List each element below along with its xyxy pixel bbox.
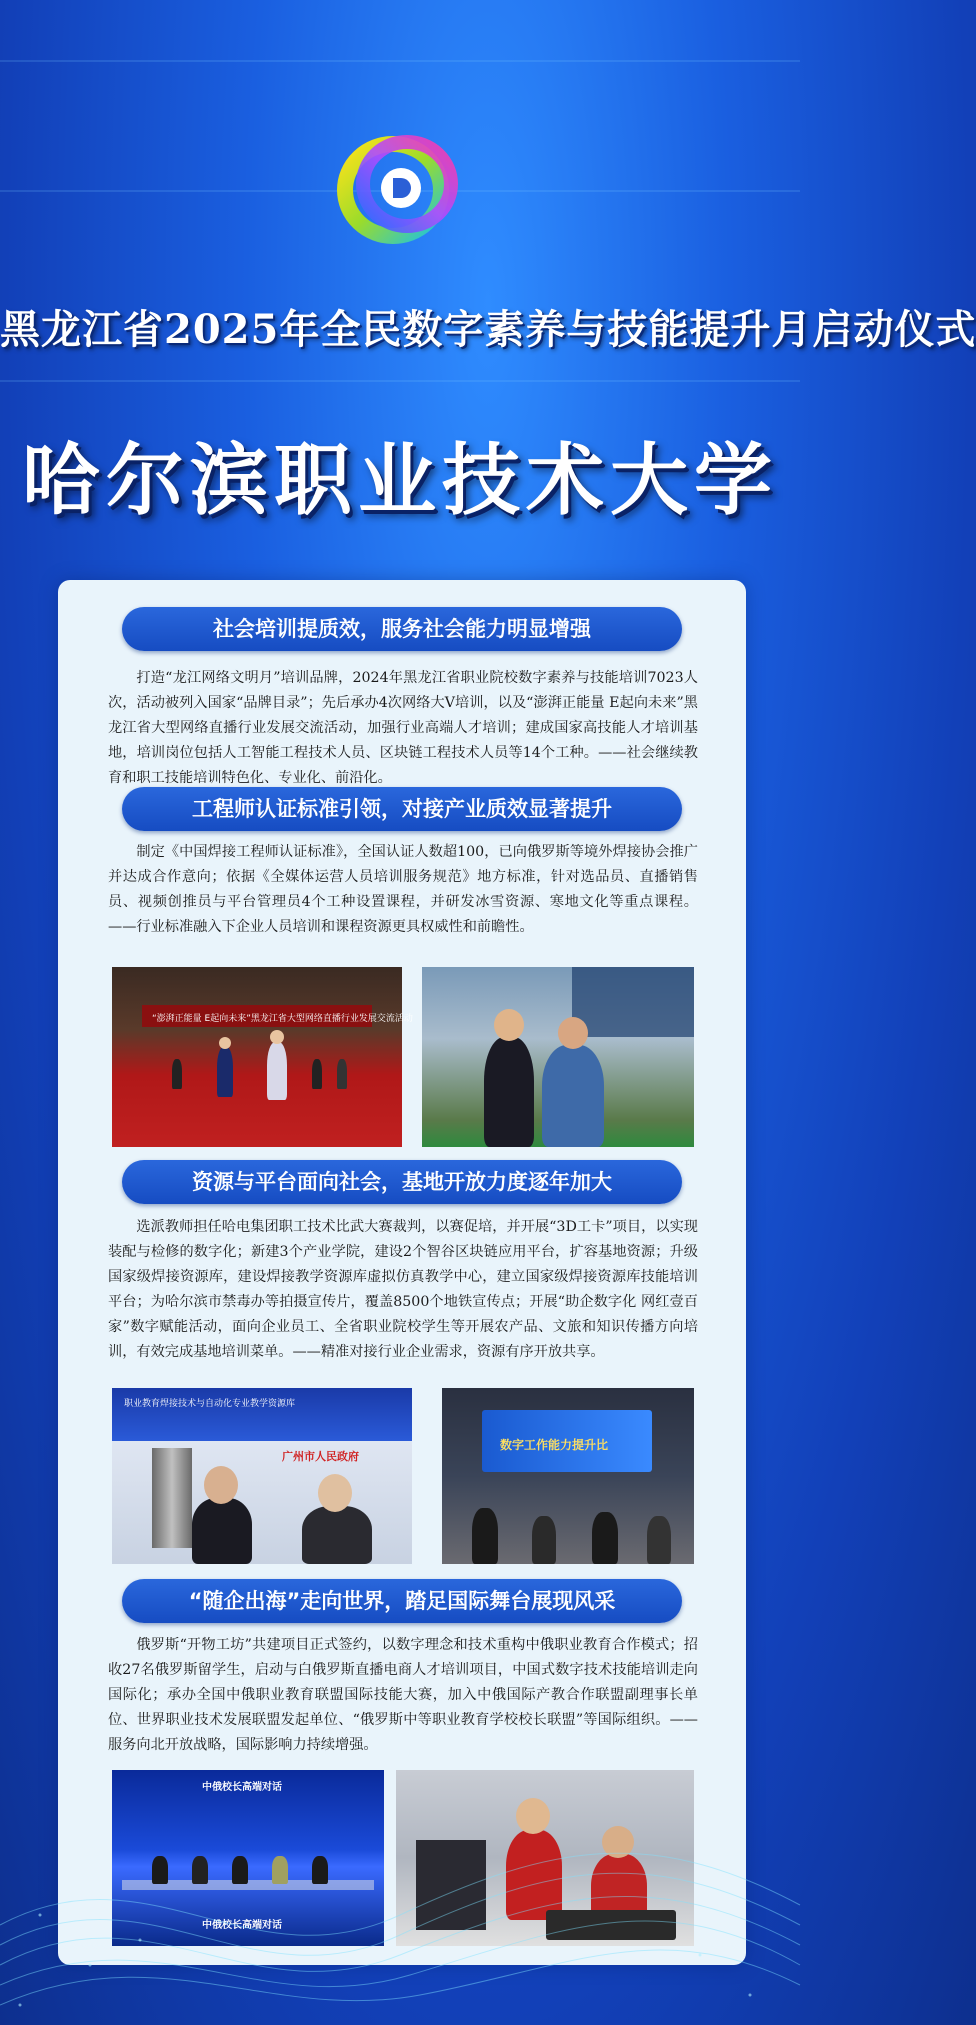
platform-banner-text: 职业教育焊接技术与自动化专业教学资源库 <box>124 1399 296 1409</box>
content-panel <box>58 580 746 1965</box>
section-heading: 工程师认证标准引领，对接产业质效显著提升 <box>122 787 682 831</box>
photo-stage-event <box>112 967 413 1147</box>
photo-welding-training <box>422 967 694 1147</box>
section-heading: 资源与平台面向社会，基地开放力度逐年加大 <box>122 1160 682 1204</box>
dialogue-top-text: 中俄校长高端对话 <box>202 1782 282 1793</box>
section-heading: 社会培训提质效，服务社会能力明显增强 <box>122 607 682 651</box>
bg-line <box>0 380 800 382</box>
stage-banner-text: “澎湃正能量 E起向未来”黑龙江省大型网络直播行业发展交流活动 <box>152 1014 413 1024</box>
photo-resource-platform <box>112 1388 412 1564</box>
event-title: 黑龙江省2025年全民数字素养与技能提升月启动仪式 <box>0 306 976 353</box>
photo-classroom-screen <box>442 1388 694 1564</box>
section-body: 选派教师担任哈电集团职工技术比武大赛裁判，以赛促培，并开展“3D工卡”项目，以实现装配与检修的数字化；新建3个产业学院，建设2个智谷区块链应用平台，扩容基地资源；升级国家级焊接资源库，建设焊接教学资源库虚拟仿真教学中心，建立国家级焊接资源库技能培训平台；为哈尔滨市禁毒办等拍摄宣传片，覆盖8500个地铁宣传点；开展“助企数字化 网红壹百家”数字赋能活动，面向企业员工、全省职业院校学生等开展农产品、文旅和知识传播方向培训，有效完成基地培训菜单。——精准对接行业企业需求，资源有序开放共享。 <box>108 1219 698 1360</box>
section-body: 打造“龙江网络文明月”培训品牌，2024年黑龙江省职业院校数字素养与技能培训7023人次，活动被列入国家“品牌目录”；先后承办4次网络大V培训，以及“澎湃正能量 E起向未来”黑龙江省大型网络直播行业发展交流活动，加强行业高端人才培训；建成国家高技能人才培训基地，培训岗位包括人工智能工程技术人员、区块链工程技术人员等14个工种。——社会继续教育和职工技能培训特色化、专业化、前沿化。 <box>108 670 698 786</box>
bottom-swirl-decoration <box>0 1765 800 2025</box>
dialogue-bottom-text: 中俄校长高端对话 <box>202 1920 282 1931</box>
section-heading: “随企出海”走向世界，踏足国际舞台展现风采 <box>122 1579 682 1623</box>
platform-tag-text: 广州市人民政府 <box>282 1450 359 1463</box>
screen-text: 数字工作能力提升比 <box>500 1438 609 1452</box>
school-title: 哈尔滨职业技术大学 <box>21 436 778 526</box>
section-body: 俄罗斯“开物工坊”共建项目正式签约，以数字理念和技术重构中俄职业教育合作模式；招收27名俄罗斯留学生，启动与白俄罗斯直播电商人才培训项目，中国式数字技术技能培训走向国际化；承办全国中俄职业教育联盟国际技能大赛，加入中俄国际产教合作联盟副理事长单位、世界职业技术发展联盟发起单位、“俄罗斯中等职业教育学校校长联盟”等国际组织。——服务向北开放战略，国际影响力持续增强。 <box>108 1637 698 1753</box>
bg-line <box>0 60 800 62</box>
logo-ring-icon <box>335 128 465 248</box>
section-body: 制定《中国焊接工程师认证标准》，全国认证人数超100，已向俄罗斯等境外焊接协会推广并达成合作意向；依据《全媒体运营人员培训服务规范》地方标准，针对选品员、直播销售员、视频创推员与平台管理员4个工种设置课程，并研发冰雪资源、寒地文化等重点课程。——行业标准融入下企业人员培训和课程资源更具权威性和前瞻性。 <box>108 844 698 935</box>
